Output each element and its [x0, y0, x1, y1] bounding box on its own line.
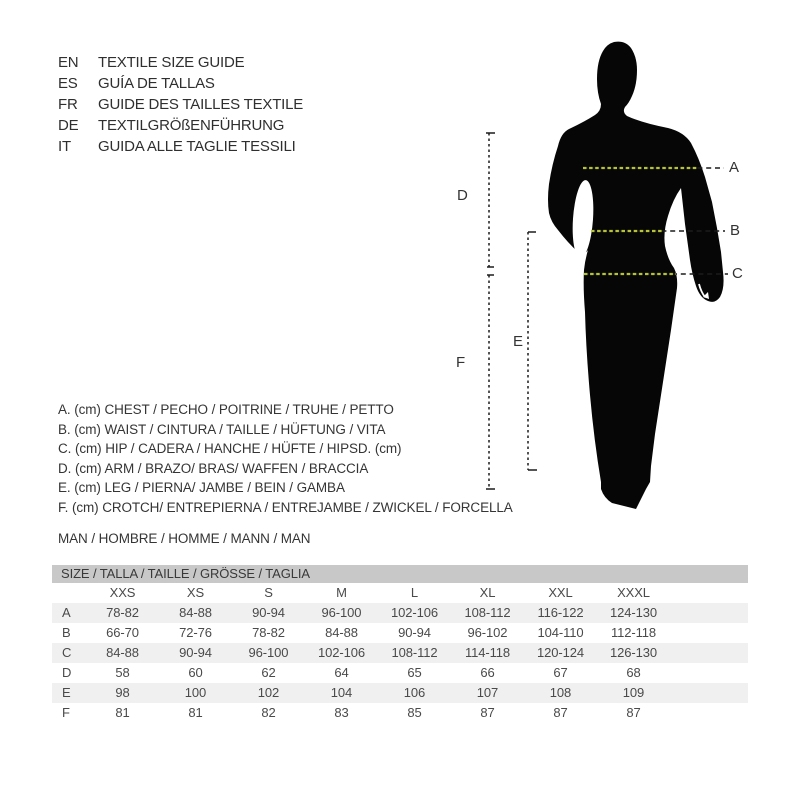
crotch-label: F — [456, 354, 466, 371]
size-value: 87 — [480, 705, 495, 720]
language-row — [58, 136, 303, 157]
size-value: 124-130 — [609, 605, 657, 620]
row-label: A — [62, 605, 71, 620]
size-value: 106 — [403, 685, 426, 700]
size-table-column-header-row — [52, 583, 748, 603]
size-value: 108-112 — [391, 645, 438, 660]
size-column-header: S — [264, 585, 273, 600]
size-value: 116-122 — [537, 605, 584, 620]
language-code: EN — [58, 54, 79, 71]
size-value: 67 — [553, 665, 568, 680]
size-value: 98 — [115, 685, 130, 700]
size-value: 84-88 — [106, 645, 139, 660]
size-value: 84-88 — [325, 625, 358, 640]
size-value: 85 — [407, 705, 422, 720]
size-value: 126-130 — [609, 645, 657, 660]
size-value: 72-76 — [179, 625, 212, 640]
row-label: E — [62, 685, 71, 700]
size-table — [52, 565, 748, 723]
language-title: TEXTILE SIZE GUIDE — [98, 54, 245, 71]
language-title-block — [58, 52, 303, 157]
table-row — [52, 623, 748, 643]
language-row — [58, 94, 303, 115]
size-value: 90-94 — [252, 605, 285, 620]
size-column-corner — [52, 583, 86, 603]
size-value: 96-100 — [321, 605, 362, 620]
size-value: 87 — [553, 705, 568, 720]
size-value: 100 — [184, 685, 207, 700]
row-label: F — [62, 705, 70, 720]
row-filler — [670, 703, 748, 723]
legend-item: A. (cm) CHEST / PECHO / POITRINE / TRUHE / PETTO — [58, 402, 394, 417]
size-value: 58 — [115, 665, 130, 680]
size-value: 104 — [330, 685, 353, 700]
table-row — [52, 703, 748, 723]
size-value: 120-124 — [536, 645, 584, 660]
size-value: 108 — [549, 685, 572, 700]
legend-item: D. (cm) ARM / BRAZO/ BRAS/ WAFFEN / BRACCIA — [58, 460, 369, 476]
size-column-header: L — [410, 585, 419, 600]
size-column-header: XL — [479, 585, 496, 600]
measurement-legend — [58, 400, 513, 517]
language-title: GUIDE DES TAILLES TEXTILE — [98, 96, 304, 113]
row-filler — [670, 683, 748, 703]
language-code: DE — [58, 117, 79, 134]
legend-item: E. (cm) LEG / PIERNA/ JAMBE / BEIN / GAMBA — [58, 480, 345, 495]
size-column-header: XXXL — [617, 585, 650, 600]
size-value: 83 — [334, 705, 349, 720]
size-value: 65 — [407, 665, 422, 680]
size-value: 104-110 — [537, 625, 584, 640]
leg-label: E — [513, 333, 524, 350]
table-row — [52, 643, 748, 663]
language-title: GUIDA ALLE TAGLIE TESSILI — [98, 138, 296, 155]
hip-label: C — [732, 265, 743, 282]
table-row — [52, 603, 748, 623]
table-row — [52, 683, 748, 703]
language-code: ES — [58, 75, 78, 92]
size-value: 109 — [622, 685, 645, 700]
size-column-header: M — [336, 585, 347, 600]
size-value: 114-118 — [464, 645, 511, 660]
row-label: D — [62, 665, 72, 680]
row-filler — [670, 643, 748, 663]
size-value: 68 — [626, 665, 641, 680]
size-value: 87 — [626, 705, 641, 720]
size-value: 81 — [188, 705, 203, 720]
row-filler — [670, 583, 748, 603]
size-column-header: XXS — [109, 585, 136, 600]
size-value: 82 — [261, 705, 276, 720]
size-value: 96-100 — [248, 645, 289, 660]
legend-item: F. (cm) CROTCH/ ENTREPIERNA / ENTREJAMBE / ZWICKEL / FORCELLA — [58, 499, 513, 515]
row-filler — [670, 623, 748, 643]
size-value: 66 — [480, 665, 495, 680]
size-value: 60 — [188, 665, 203, 680]
size-value: 66-70 — [106, 625, 139, 640]
size-value: 64 — [334, 665, 349, 680]
size-value: 112-118 — [610, 625, 657, 640]
language-row — [58, 115, 303, 136]
size-value: 84-88 — [179, 605, 212, 620]
size-value: 96-102 — [467, 625, 508, 640]
size-value: 90-94 — [398, 625, 431, 640]
row-filler — [670, 603, 748, 623]
legend-item: B. (cm) WAIST / CINTURA / TAILLE / HÜFTUNG / VITA — [58, 421, 386, 437]
size-table-title: SIZE / TALLA / TAILLE / GRÖSSE / TAGLIA — [52, 565, 748, 583]
size-column-header: XS — [186, 585, 205, 600]
size-value: 102 — [257, 685, 280, 700]
table-row — [52, 663, 748, 683]
size-value: 108-112 — [464, 605, 511, 620]
size-column-header: XXL — [548, 585, 573, 600]
row-filler — [670, 663, 748, 683]
size-value: 102-106 — [390, 605, 438, 620]
language-code: IT — [58, 138, 71, 155]
language-row — [58, 73, 303, 94]
row-label: B — [62, 625, 71, 640]
waist-label: B — [730, 222, 741, 239]
legend-item: C. (cm) HIP / CADERA / HANCHE / HÜFTE / HIPSD. (cm) — [58, 441, 402, 456]
language-row — [58, 52, 303, 73]
size-value: 107 — [476, 685, 499, 700]
language-code: FR — [58, 96, 78, 113]
language-title: GUÍA DE TALLAS — [98, 75, 215, 92]
size-value: 62 — [261, 665, 276, 680]
language-title: TEXTILGRÖßENFÜHRUNG — [98, 117, 285, 134]
size-value: 78-82 — [252, 625, 285, 640]
size-value: 81 — [115, 705, 130, 720]
row-label: C — [62, 645, 72, 660]
chest-label: A — [729, 159, 740, 176]
size-value: 102-106 — [317, 645, 365, 660]
size-value: 78-82 — [106, 605, 139, 620]
arm-label: D — [457, 187, 468, 204]
gender-line: MAN / HOMBRE / HOMME / MANN / MAN — [58, 531, 311, 546]
size-value: 90-94 — [179, 645, 212, 660]
man-silhouette — [548, 42, 724, 509]
